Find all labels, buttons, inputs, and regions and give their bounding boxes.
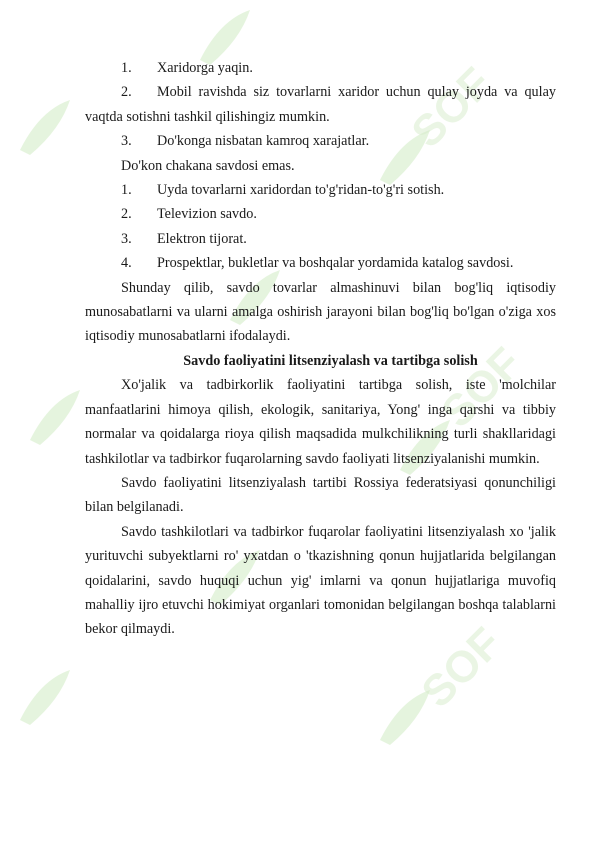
list-item-wrapped <box>85 251 556 275</box>
document-page <box>85 56 556 642</box>
paragraph: Savdo faoliyatini litsenziyalash tartibi Rossiya federatsiyasi qonunchiligi bilan belgilanadi. <box>85 474 556 516</box>
list-number: 3. <box>121 133 132 150</box>
list-item <box>121 178 556 202</box>
list-text: Prospektlar, bukletlar va boshqalar yordamida katalog savdosi. <box>157 255 514 272</box>
list-number: 1. <box>121 60 132 76</box>
list-number: 4. <box>121 255 132 272</box>
list-text: Televizion savdo. <box>157 206 257 223</box>
list-text: Uyda tovarlarni xaridordan to'g'ridan-to'g'ri sotish. <box>157 182 445 199</box>
paragraph: Savdo tashkilotlari va tadbirkor fuqarolar faoliyatini litsenziyalash xo 'jalik yurituvchi subyektlarni ro' yxatdan o 'tkazishning qonun hujjatlarida belgilangan qoidalarini, savdo huquqi uchun yig' imlarni va qonun hujjatlariga muvofiq mahalliy ijro etuvchi hokimiyat organlari tomonidan belgilangan boshqa talablarni bekor qilmaydi. <box>85 523 556 638</box>
paragraph-shop: Do'kon chakana savdosi emas. <box>121 157 295 174</box>
list-text: Mobil ravishda siz tovarlarni xaridor uchun qulay joyda va qulay vaqtda sotishni tashkil qilishingiz mumkin. <box>85 84 556 125</box>
list-item-wrapped <box>85 80 556 129</box>
list-text: Elektron tijorat. <box>157 230 247 247</box>
paragraph: Xo'jalik va tadbirkorlik faoliyatini tartibga solish, iste 'molchilar manfaatlarini himoya qilish, ekologik, sanitariya, Yong' inga qarshi va tibbiy normalar va qoidalarga rioya qilish maqsadida mulkchilikning turli shakllaridagi tashkilotlar va tadbirkor fuqarolarning savdo faoliyati litsenziyalanishi mumkin. <box>85 377 556 467</box>
section-heading: Savdo faoliyatini litsenziyalash va tartibga solish <box>183 352 478 369</box>
list-number: 3. <box>121 230 132 247</box>
paragraph: Shunday qilib, savdo tovarlar almashinuvi bilan bog'liq iqtisodiy munosabatlarni va ularni amalga oshirish jarayoni bilan bog'liq bo'lgan o'ziga xos iqtisodiy munosabatlarni ifodalaydi. <box>85 279 556 345</box>
list-text: Do'konga nisbatan kamroq xarajatlar. <box>157 133 370 150</box>
list-item <box>121 56 556 80</box>
svg-text:SOF: SOF <box>402 58 502 158</box>
list-item <box>121 227 556 251</box>
list-item <box>121 129 556 153</box>
list-number: 2. <box>121 84 132 101</box>
list-text: Xaridorga yaqin. <box>157 60 253 76</box>
list-number: 1. <box>121 182 132 199</box>
svg-text:SOF: SOF <box>412 618 512 718</box>
svg-text:SOF: SOF <box>432 338 532 438</box>
list-number: 2. <box>121 206 132 223</box>
list-item <box>121 202 556 226</box>
